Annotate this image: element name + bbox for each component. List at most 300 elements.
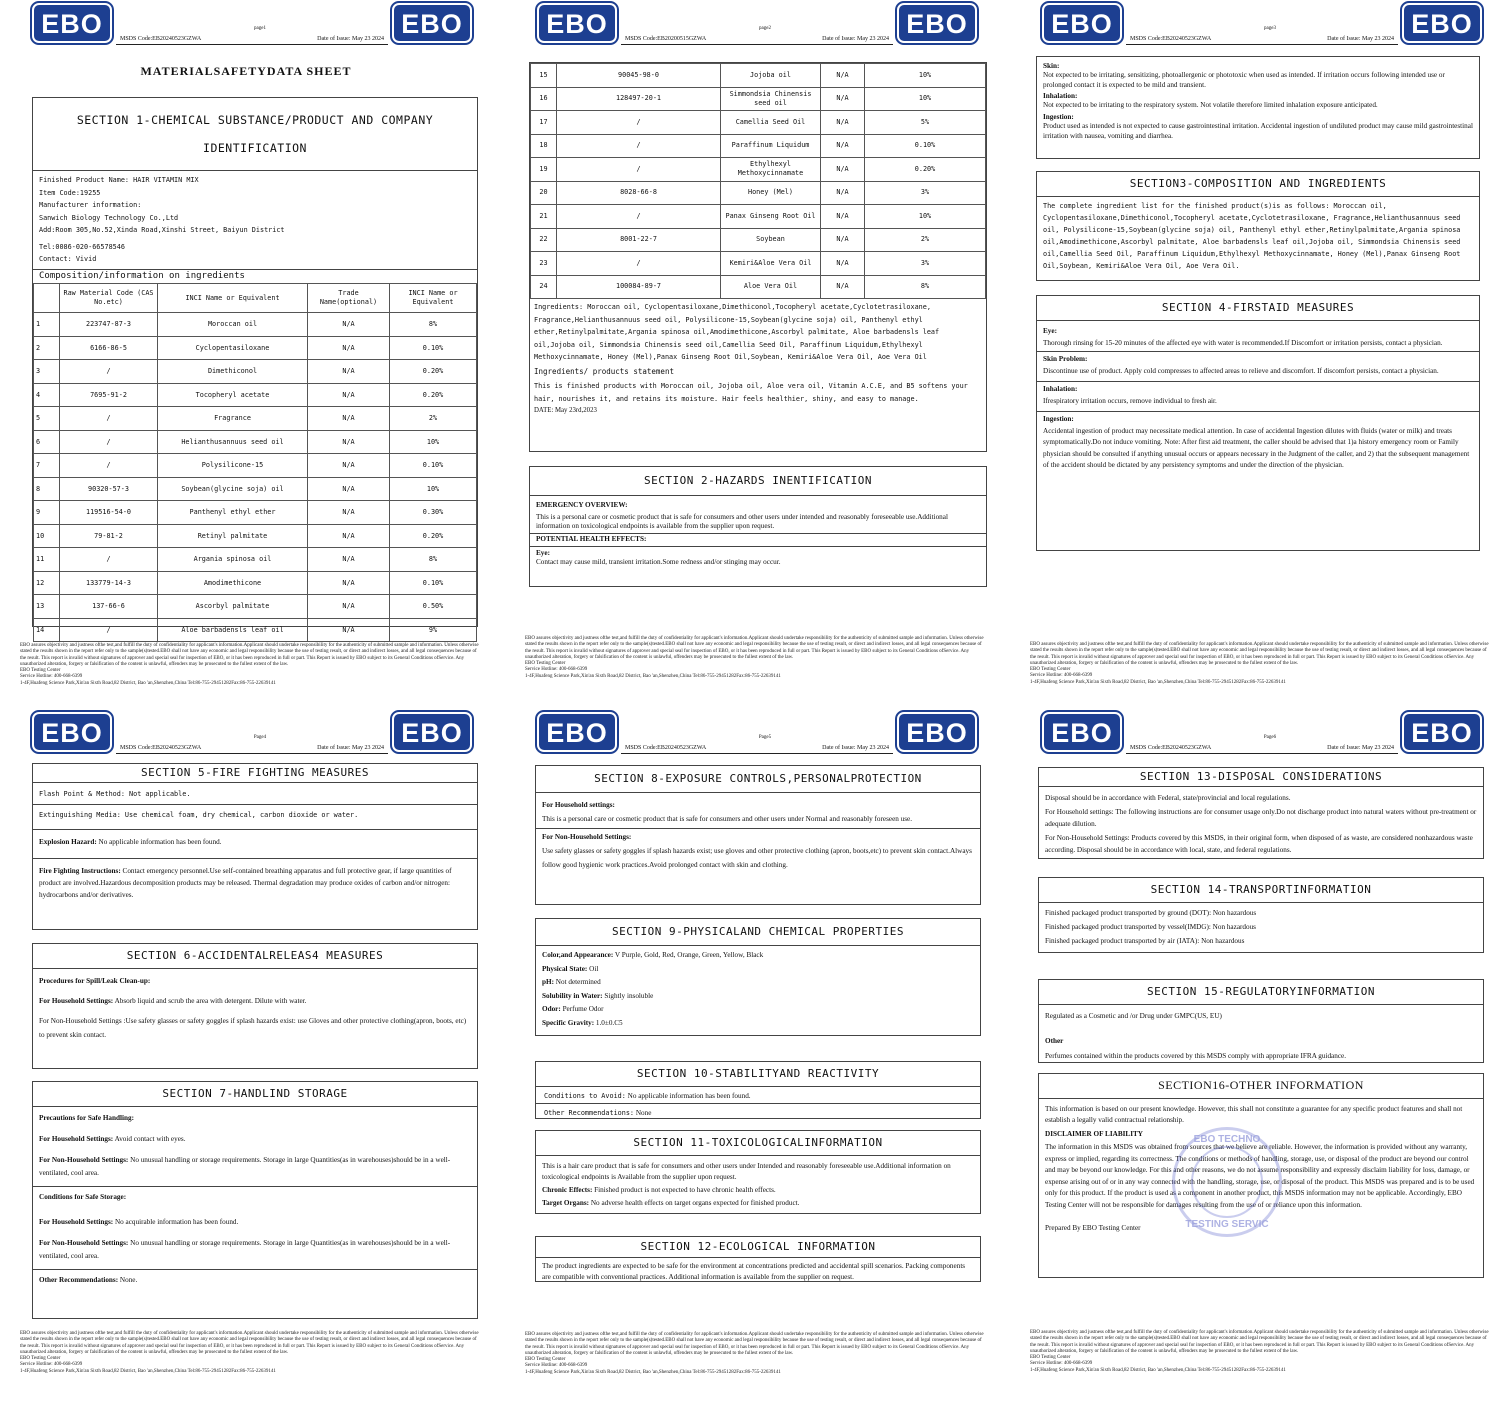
msds-code: MSDS Code:EB20240523GZWA — [1130, 36, 1212, 42]
table-cell: 79-81-2 — [60, 524, 158, 548]
table-cell: 133779-14-3 — [60, 571, 158, 595]
table-cell: 12 — [34, 571, 60, 595]
section-12 — [535, 1236, 981, 1282]
product-name: Finished Product Name: HAIR VITAMIN MIX — [39, 176, 199, 184]
issue-date: Date of Issue: May 23 2024 — [1327, 36, 1394, 42]
other-text: None — [635, 1109, 652, 1118]
non-household-text: Use safety glasses or safety goggles if splash hazards exist; use gloves and other protective clothing (apron, boots,etc) to prevent skin contact.Always follow good hygienic work practices.Avoid prolonged contact with skin and clothing. — [542, 847, 972, 870]
table-cell: / — [557, 252, 721, 276]
table-row — [531, 87, 986, 111]
other-text: Perfumes contained within the products covered by this MSDS comply with appropriate IFRA guidance. — [1045, 1052, 1347, 1061]
table-cell: 8% — [865, 275, 986, 299]
table-row — [531, 205, 986, 229]
table-cell: Camellia Seed Oil — [721, 111, 821, 135]
odor-value: Perfume Odor — [562, 1005, 604, 1014]
document-title: MATERIALSAFETYDATA SHEET — [140, 64, 352, 78]
section-title: SECTION 8-EXPOSURE CONTROLS,PERSONALPROTECTION — [536, 766, 980, 793]
table-cell: Retinyl palmitate — [158, 524, 308, 548]
page-5 — [505, 709, 997, 1409]
color-value: V Purple, Gold, Red, Orange, Green, Yellow, Black — [614, 951, 764, 960]
regulatory-text: Regulated as a Cosmetic and /or Drug under GMPC(US, EU) — [1045, 1012, 1222, 1021]
table-cell: Kemiri&Aloe Vera Oil — [721, 252, 821, 276]
ingredients-list: Ingredients: Moroccan oil, Cyclopentasiloxane,Dimethiconol,Tocopheryl acetate,Cyclotetrasiloxane, Fragrance,Helianthusannuus seed oil, Polysilicone-15,Soybean(glycine soja) oil, Panthenyl ethyl ether,Retinylpalmitate,Argania spinosa oil,Amodimethicone,Ascorbyl palmitate, Aloe barbadensls leaf oil,Jojoba oil, Simmondsia Chinensis seed oil,Camellia Seed Oil, Paraffinum Liquidum,Ethylhexyl Methoxycinnamate, Honey (Mel),Panax Ginseng Root Oil,Soybean, Kemiri&Aloe Vera Oil, Aoe Vera Oil — [534, 303, 940, 361]
footer-disclaimer: EBO assures objectivity and justness ofthe test,and fulfill the duty of confidentiality for applicant's information.Applicant should undertake responsibility for the authenticity of submitted sample and information. Unless otherwise stated the results shown in the report refer only to the sample(s)tested.EBO shall not have any economic and legal responsibility because the use of testing result, or direct and indirect losses, and all legal consequences because of the result. This report is invalid without signatures of approver and special seal for inspection of EBO, or it has been reproduced in full or part. This Report is issued by EBO subject to its General Conditions ofService. Any unauthorized alteration, forgery or falsification of the content is unlawful, offenders may be prosecuted to the fullest extent of the law. — [20, 643, 479, 667]
emergency-overview-text: This is a personal care or cosmetic product that is safe for consumers and other users under intended and reasonably foreseeable use.Additional information on toxicological endpoints is available from the supplier upon request. — [536, 512, 948, 531]
table-cell: N/A — [308, 571, 390, 595]
table-cell: 3 — [34, 360, 60, 384]
table-row — [34, 430, 477, 454]
table-cell: 6166-86-5 — [60, 336, 158, 360]
ingestion-label: Ingestion: — [1043, 112, 1074, 121]
table-cell: Polysilicone-15 — [158, 454, 308, 478]
disposal-household: For Household settings: The following instructions are for consumer usage only.Do not discharge product into natural waters without pre-treatment or adequate dilution. — [1045, 808, 1477, 829]
table-cell: / — [60, 360, 158, 384]
section-title: SECTION 12-ECOLOGICAL INFORMATION — [536, 1237, 980, 1258]
table-cell: N/A — [821, 205, 865, 229]
composition-text: The complete ingredient list for the finished product(s)is as follows: Moroccan oil, Cyclopentasiloxane,Dimethiconol,Tocopheryl acetate,Cyclotetrasiloxane, Fragrance,Helianthusannuus seed oil, Polysilicone-15,Soybean(glycine soja) oil, Panthenyl ethyl ether,Retinylpalmitate,Argania spinosa oil,Amodimethicone,Ascorbyl palmitate, Aloe barbadensls leaf oil,Jojoba oil, Simmondsia Chinensis seed oil,Camellia Seed Oil, Paraffinum Liquidum,Ethylhexyl Methoxycinnamate, Honey (Mel),Panax Ginseng Root Oil,Soybean, Kemiri&Aloe Vera Oil, Aoe Vera Oil. — [1043, 202, 1461, 271]
section-2 — [529, 466, 987, 587]
page-footer — [1030, 1330, 1490, 1374]
footer-address: 1-4F,Huafeng Science Park,Xin'an Sixth Road,82 District, Bao 'an,Shenzhen,China Tel:86-755-29451282Fax:86-755-22639141 — [20, 1368, 276, 1374]
non-household-text: For Non-Household Settings :Use safety glasses or safety goggles if splash hazards exist: use Gloves and other protective clothing(apron, boots, etc) to prevent skin contact. — [39, 1017, 467, 1040]
ebo-logo: EBO — [32, 3, 112, 43]
footer-address: 1-4F,Huafeng Science Park,Xin'an Sixth Road,82 District, Bao 'an,Shenzhen,China Tel:86-755-29451282Fax:86-755-22639141 — [525, 673, 781, 679]
page-footer — [1030, 642, 1490, 686]
color-label: Color,and Appearance: — [542, 951, 614, 960]
table-cell: 16 — [531, 87, 557, 111]
table-cell: 17 — [531, 111, 557, 135]
page-2 — [505, 0, 997, 700]
issue-date: Date of Issue: May 23 2024 — [317, 745, 384, 751]
emergency-overview-label: EMERGENCY OVERVIEW: — [536, 501, 628, 510]
table-row — [34, 360, 477, 384]
table-cell: N/A — [308, 548, 390, 572]
page-6 — [1010, 709, 1500, 1409]
section-title: SECTION 14-TRANSPORTINFORMATION — [1039, 878, 1483, 903]
table-cell: 137-66-6 — [60, 595, 158, 619]
page-header — [621, 36, 893, 45]
table-cell: / — [60, 430, 158, 454]
table-cell: N/A — [821, 134, 865, 158]
ebo-logo: EBO — [537, 3, 617, 43]
table-cell: 14 — [34, 618, 60, 642]
explosion-label: Explosion Hazard: — [39, 838, 97, 847]
eye-text: Contact may cause mild, transient irritation.Some redness and/or stinging may occur. — [536, 558, 781, 567]
table-cell: N/A — [308, 313, 390, 337]
table-cell: 7 — [34, 454, 60, 478]
table-cell: N/A — [308, 524, 390, 548]
page-header — [621, 745, 893, 754]
msds-code: MSDS Code:EB20200515GZWA — [625, 36, 707, 42]
table-cell: 18 — [531, 134, 557, 158]
ebo-logo: EBO — [1402, 712, 1482, 752]
section-5 — [32, 763, 478, 930]
other-label: Other Recommendations: — [544, 1109, 635, 1118]
inhalation-label: Inhalation: — [1043, 385, 1078, 394]
eye-label: Eye: — [536, 548, 550, 557]
table-cell: / — [557, 134, 721, 158]
ebo-logo: EBO — [32, 712, 112, 752]
table-cell: Aloe Vera Oil — [721, 275, 821, 299]
fire-instructions-label: Fire Fighting Instructions: — [39, 867, 121, 876]
page-number: Page6 — [1263, 735, 1277, 740]
table-cell: Ethylhexyl Methoxycinnamate — [721, 158, 821, 182]
table-cell: 11 — [34, 548, 60, 572]
table-cell: 100084-89-7 — [557, 275, 721, 299]
table-cell: 8028-66-8 — [557, 181, 721, 205]
section-title: SECTION16-OTHER INFORMATION — [1039, 1074, 1483, 1099]
table-cell: 0.10% — [390, 571, 477, 595]
table-row — [34, 618, 477, 642]
table-cell: / — [60, 407, 158, 431]
footer-disclaimer: EBO assures objectivity and justness ofthe test,and fulfill the duty of confidentiality for applicant's information.Applicant should undertake responsibility for the authenticity of submitted sample and information. Unless otherwise stated the results shown in the report refer only to the sample(s)tested.EBO shall not have any economic and legal responsibility because the use of testing result, or direct and indirect losses, and all legal consequences because of the result. This report is invalid without signatures of approver and special seal for inspection of EBO, or it has been reproduced in full or part. This Report is issued by EBO subject to its General Conditions ofService. Any unauthorized alteration, forgery or falsification of the content is unlawful, offenders may be prosecuted to the fullest extent of the law. — [20, 1331, 479, 1355]
table-cell: N/A — [308, 454, 390, 478]
table-cell: N/A — [308, 407, 390, 431]
transport-air: Finished packaged product transported by air (IATA): Non hazardous — [1045, 937, 1245, 946]
ingredients-continued — [529, 62, 987, 452]
table-row — [531, 158, 986, 182]
table-cell: N/A — [308, 336, 390, 360]
contact: Contact: Vivid — [39, 255, 97, 263]
eye-label: Eye: — [1043, 327, 1057, 336]
transport-ground: Finished packaged product transported by ground (DOT): Non hazardous — [1045, 909, 1257, 918]
table-cell: Panax Ginseng Root Oil — [721, 205, 821, 229]
table-cell: 9 — [34, 501, 60, 525]
ebo-logo: EBO — [537, 712, 617, 752]
target-label: Target Organs: — [542, 1199, 590, 1208]
section-4 — [1036, 295, 1480, 551]
statement-date: DATE: May 23rd,2023 — [534, 407, 597, 414]
footer-center: EBO Testing Center — [20, 668, 61, 673]
table-cell: Soybean(glycine soja) oil — [158, 477, 308, 501]
footer-address: 1-4F,Huafeng Science Park,Xin'an Sixth Road,82 District, Bao 'an,Shenzhen,China Tel:86-755-29451282Fax:86-755-22639141 — [20, 680, 276, 686]
table-cell: N/A — [308, 360, 390, 384]
col-cas: Raw Material Code (CAS No.etc) — [60, 284, 158, 313]
footer-center: EBO Testing Center — [1030, 1355, 1071, 1360]
prepared-by: Prepared By EBO Testing Center — [1045, 1224, 1141, 1233]
ebo-seal-stamp — [1172, 1127, 1282, 1237]
toxicology-text: This is a hair care product that is safe for consumers and other users under Intended and reasonably foreseeable use.Additional information on toxicological endpoints is Available from the supplier upon request. — [542, 1162, 951, 1182]
page-header — [116, 745, 388, 754]
non-household-label: For Non-Household Settings: — [39, 1156, 129, 1165]
table-row — [34, 454, 477, 478]
table-row — [531, 111, 986, 135]
table-cell: / — [557, 158, 721, 182]
disclaimer-text: The information in this MSDS was obtained from sources that we believe are reliable. However, the information is provided without any warranty, express or implied, regarding its correctness. The conditions or methods of handling, storage, use, or disposal of the product are beyond our control and may be beyond our knowledge. For this and other reasons, we do not assume responsibility and expressly disclaim liability for loss, damage, or expense arising out of or in any way connected with the handling, storage, use, or disposal of the product. This MSDS was prepared and is to be used only for this product. If the product is used as a component in another product, this MSDS information may not be applicable. Accordingly, EBO Testing Center will not be responsible for damages resulting from the use of or reliance upon this information. — [1045, 1143, 1475, 1209]
issue-date: Date of Issue: May 23 2024 — [317, 36, 384, 42]
table-cell: 3% — [865, 252, 986, 276]
table-cell: N/A — [308, 595, 390, 619]
footer-address: 1-4F,Huafeng Science Park,Xin'an Sixth Road,82 District, Bao 'an,Shenzhen,China Tel:86-755-29451282Fax:86-755-22639141 — [1030, 679, 1286, 685]
table-cell: Dimethiconol — [158, 360, 308, 384]
section-9 — [535, 918, 981, 1036]
table-row — [531, 275, 986, 299]
table-cell: 10% — [865, 87, 986, 111]
precautions-label: Precautions for Safe Handling: — [39, 1114, 134, 1123]
section-3 — [1036, 171, 1480, 281]
household-label: For Household Settings: — [39, 1218, 114, 1227]
skin-text: Not expected to be irritating, sensitizing, photoallergenic or phototoxic when used as intended. If irritation occurs following intended use or prolonged contact it is expected to be mild and transient. — [1043, 71, 1445, 89]
fire-instructions-text: Contact emergency personnel.Use self-contained breathing apparatus and full protective gear, if large quantities of product are involved.Hazardous decomposition products may be released. Thermal degradation may produce oxides of carbon and/or nitrogen: hydrocarbons and/or derivatives. — [39, 867, 452, 900]
table-cell: 10% — [865, 64, 986, 88]
section-title: SECTION 1-CHEMICAL SUBSTANCE/PRODUCT AND COMPANY IDENTIFICATION — [33, 98, 477, 171]
statement-heading: Ingredients/ products statement — [534, 366, 674, 376]
section-title: SECTION 10-STABILITYAND REACTIVITY — [536, 1062, 980, 1087]
table-cell: 0.20% — [865, 158, 986, 182]
table-cell: 21 — [531, 205, 557, 229]
section-13 — [1038, 767, 1484, 859]
table-cell: N/A — [821, 275, 865, 299]
table-row — [531, 228, 986, 252]
section-title: SECTION 11-TOXICOLOGICALINFORMATION — [536, 1131, 980, 1156]
conditions-label: Conditions for Safe Storage: — [39, 1193, 127, 1202]
table-cell: Paraffinum Liquidum — [721, 134, 821, 158]
ingestion-label: Ingestion: — [1043, 415, 1074, 424]
table-cell: Aloe barbadensls leaf oil — [158, 618, 308, 642]
table-cell: Amodimethicone — [158, 571, 308, 595]
table-cell: / — [557, 111, 721, 135]
table-cell: / — [60, 454, 158, 478]
non-household-text: No unusual handling or storage requirements. Storage in large Quantities(as in warehouses)should be in a well-ventilated, cool area. — [39, 1156, 451, 1178]
page-1 — [0, 0, 492, 700]
conditions-text: No applicable information has been found. — [627, 1092, 751, 1101]
section-15 — [1038, 979, 1484, 1063]
table-cell: 0.20% — [390, 383, 477, 407]
col-inci: INCI Name or Equivalent — [158, 284, 308, 313]
footer-hotline: Service Hotline: 400-668-6399 — [525, 667, 588, 673]
table-cell: N/A — [821, 158, 865, 182]
table-cell: Tocopheryl acetate — [158, 383, 308, 407]
household-text: Avoid contact with eyes. — [114, 1135, 186, 1144]
ebo-logo: EBO — [1402, 3, 1482, 43]
table-cell: 0.50% — [390, 595, 477, 619]
target-text: No adverse health effects on target organs expected for finished product. — [590, 1199, 800, 1208]
table-cell: N/A — [308, 383, 390, 407]
footer-hotline: Service Hotline: 400-668-6399 — [525, 1363, 588, 1369]
msds-code: MSDS Code:EB20240523GZWA — [120, 36, 202, 42]
household-label: For Household settings: — [542, 801, 615, 810]
eye-text: Thorough rinsing for 15-20 minutes of the affected eye with water is recommended.If Discomfort or irritation persists, contact a physician. — [1043, 338, 1443, 347]
issue-date: Date of Issue: May 23 2024 — [1327, 745, 1394, 751]
section-title: SECTION3-COMPOSITION AND INGREDIENTS — [1037, 172, 1479, 197]
table-row — [531, 181, 986, 205]
footer-address: 1-4F,Huafeng Science Park,Xin'an Sixth Road,82 District, Bao 'an,Shenzhen,China Tel:86-755-29451282Fax:86-755-22639141 — [525, 1369, 781, 1375]
page-footer — [20, 1331, 480, 1375]
item-code: Item Code:19255 — [39, 188, 101, 197]
section-8 — [535, 765, 981, 905]
table-cell: Moroccan oil — [158, 313, 308, 337]
table-cell: 8% — [390, 313, 477, 337]
page-number: page3 — [1264, 26, 1276, 31]
solubility-label: Solubility in Water: — [542, 991, 603, 1000]
footer-center: EBO Testing Center — [525, 1357, 566, 1362]
ebo-logo: EBO — [1042, 712, 1122, 752]
page-header — [1126, 36, 1398, 45]
other-label: Other Recommendations: — [39, 1276, 119, 1285]
chronic-label: Chronic Effects: — [542, 1186, 593, 1195]
disposal-non-household: For Non-Household Settings: Products covered by this MSDS, in their original form, when disposed of as waste, are considered nonhazardous waste according. Disposal should be in accordance with local, state, and federal regulations. — [1045, 834, 1473, 855]
other-text: None. — [119, 1276, 138, 1285]
table-cell: / — [60, 548, 158, 572]
table-cell: N/A — [821, 111, 865, 135]
skin-problem-text: Discontinue use of product. Apply cold compresses to affected areas to relieve and discomfort. If discomfort persists, contact a physician. — [1043, 366, 1439, 375]
section-11 — [535, 1130, 981, 1214]
table-cell: 4 — [34, 383, 60, 407]
ebo-logo: EBO — [897, 3, 977, 43]
other-label: Other — [1045, 1037, 1064, 1046]
inhalation-label: Inhalation: — [1043, 92, 1078, 101]
table-cell: N/A — [821, 252, 865, 276]
manufacturer-label: Manufacturer information: — [39, 201, 142, 209]
table-cell: 23 — [531, 252, 557, 276]
table-cell: 19 — [531, 158, 557, 182]
table-cell: 0.10% — [865, 134, 986, 158]
table-cell: 10% — [390, 430, 477, 454]
section-title: SECTION 9-PHYSICALAND CHEMICAL PROPERTIES — [536, 919, 980, 946]
table-cell: 8001-22-7 — [557, 228, 721, 252]
table-cell: 13 — [34, 595, 60, 619]
table-cell: N/A — [308, 477, 390, 501]
table-cell: 1 — [34, 313, 60, 337]
table-cell: 10 — [34, 524, 60, 548]
table-cell: Honey (Mel) — [721, 181, 821, 205]
table-cell: N/A — [308, 618, 390, 642]
ecological-text: The product ingredients are expected to be safe for the environment at concentrations predicted and accidental spill scenarios. Packing components are compatible with conventional practices. Additional information is available from the supplier on request. — [542, 1262, 966, 1282]
table-cell: Argania spinosa oil — [158, 548, 308, 572]
company-name: Sanwich Biology Technology Co.,Ltd — [39, 213, 179, 222]
household-text: No acquirable information has been found. — [114, 1218, 239, 1227]
table-cell: 22 — [531, 228, 557, 252]
table-row — [34, 407, 477, 431]
stamp-bottom-text: TESTING SERVIC — [1185, 1219, 1269, 1230]
ph-value: Not determined — [555, 978, 601, 987]
section-10 — [535, 1061, 981, 1119]
table-cell: Ascorbyl palmitate — [158, 595, 308, 619]
col-trade: Trade Name(optional) — [308, 284, 390, 313]
footer-center: EBO Testing Center — [1030, 667, 1071, 672]
table-cell: 90045-98-0 — [557, 64, 721, 88]
table-cell: 24 — [531, 275, 557, 299]
ebo-logo: EBO — [897, 712, 977, 752]
chronic-text: Finished product is not expected to have chronic health effects. — [594, 1186, 776, 1195]
footer-hotline: Service Hotline: 400-668-6399 — [20, 674, 83, 680]
section-title: SECTION 5-FIRE FIGHTING MEASURES — [33, 764, 477, 783]
disposal-text: Disposal should be in accordance with Federal, state/provincial and local regulations. — [1045, 794, 1291, 803]
flash-point: Flash Point & Method: Not applicable. — [39, 790, 191, 799]
gravity-label: Specific Gravity: — [542, 1018, 595, 1027]
table-cell: / — [557, 205, 721, 229]
msds-code: MSDS Code:EB20240523GZWA — [1130, 745, 1212, 751]
extinguishing-media: Extinguishing Media: Use chemical foam, dry chemical, carbon dioxide or water. — [33, 804, 477, 825]
explosion-text: No applicable information has been found. — [98, 838, 222, 847]
ph-label: pH: — [542, 978, 554, 987]
health-effects-label: POTENTIAL HEALTH EFFECTS: — [536, 535, 647, 544]
section-6 — [32, 943, 478, 1069]
page-4 — [0, 709, 492, 1409]
footer-hotline: Service Hotline: 400-668-6399 — [1030, 1361, 1093, 1367]
table-cell: 0.10% — [390, 336, 477, 360]
company-address: Add:Room 305,No.52,Xinda Road,Xinshi Street, Baiyun District — [39, 226, 285, 234]
table-cell: 15 — [531, 64, 557, 88]
table-row — [531, 252, 986, 276]
table-row — [34, 383, 477, 407]
section-title: SECTION 7-HANDLIND STORAGE — [33, 1082, 477, 1107]
table-cell: 119516-54-0 — [60, 501, 158, 525]
table-cell: / — [60, 618, 158, 642]
section-title: SECTION 15-REGULATORYINFORMATION — [1039, 980, 1483, 1005]
health-effects-continued — [1036, 56, 1480, 159]
page-header — [116, 36, 388, 45]
transport-vessel: Finished packaged product transported by vessel(IMDG): Non hazardous — [1045, 923, 1256, 932]
ebo-logo: EBO — [392, 712, 472, 752]
table-cell: 6 — [34, 430, 60, 454]
table-cell: 0.20% — [390, 360, 477, 384]
table-cell: 0.10% — [390, 454, 477, 478]
table-cell: 7695-91-2 — [60, 383, 158, 407]
table-cell: 3% — [865, 181, 986, 205]
table-cell: 0.30% — [390, 501, 477, 525]
msds-code: MSDS Code:EB20240523GZWA — [120, 745, 202, 751]
ingredients-table-continued — [530, 63, 986, 299]
table-cell: 10% — [390, 477, 477, 501]
table-row — [531, 64, 986, 88]
table-cell: 5% — [865, 111, 986, 135]
page-footer — [525, 1332, 985, 1376]
footer-disclaimer: EBO assures objectivity and justness ofthe test,and fulfill the duty of confidentiality for applicant's information.Applicant should undertake responsibility for the authenticity of submitted sample and information. Unless otherwise stated the results shown in the report refer only to the sample(s)tested.EBO shall not have any economic and legal responsibility because the use of testing result, or direct and indirect losses, and all legal consequences because of the result. This report is invalid without signatures of approver and special seal for inspection of EBO, or it has been reproduced in full or part. This Report is issued by EBO subject to its General Conditions ofService. Any unauthorized alteration, forgery or falsification of the content is unlawful, offenders may be prosecuted to the fullest extent of the law. — [525, 636, 984, 660]
section-title: SECTION 4-FIRSTAID MEASURES — [1037, 296, 1479, 321]
table-cell: 90320-57-3 — [60, 477, 158, 501]
inhalation-text: Ifrespiratory irritation occurs, remove individual to fresh air. — [1043, 396, 1217, 405]
table-cell: Helianthusannuus seed oil — [158, 430, 308, 454]
footer-disclaimer: EBO assures objectivity and justness ofthe test,and fulfill the duty of confidentiality for applicant's information.Applicant should undertake responsibility for the authenticity of submitted sample and information. Unless otherwise stated the results shown in the report refer only to the sample(s)tested.EBO shall not have any economic and legal responsibility because the use of testing result, or direct and indirect losses, and all legal consequences because of the result. This report is invalid without signatures of approver and special seal for inspection of EBO, or it has been reproduced in full or part. This Report is issued by EBO subject to its General Conditions ofService. Any unauthorized alteration, forgery or falsification of the content is unlawful, offenders may be prosecuted to the fullest extent of the law. — [1030, 642, 1489, 666]
table-cell: 8 — [34, 477, 60, 501]
ingestion-text: Accidental ingestion of product may necessitate medical attention. In case of accidental Ingestion dilutes with fluids (water or milk) and treats symptomatically.Do not induce vomiting. Note: After first aid treatment, the caller should be advised that 1)a history emergency room or Family physician should be consulted if anything unusual occurs or appears necessary in the Judgment of the caller, and 2) that the subsequent management of the accident should be dictated by any persistency symptoms and under the direction of the physician. — [1043, 426, 1470, 470]
table-cell: Fragrance — [158, 407, 308, 431]
table-cell: 8% — [390, 548, 477, 572]
page-footer — [525, 636, 985, 680]
table-cell: Soybean — [721, 228, 821, 252]
conditions-label: Conditions to Avoid: — [544, 1092, 626, 1101]
table-row — [34, 313, 477, 337]
table-cell: N/A — [821, 64, 865, 88]
table-row — [34, 501, 477, 525]
table-cell: N/A — [821, 87, 865, 111]
statement-text: This is finished products with Moroccan oil, Jojoba oil, Aloe vera oil, Vitamin A.C.E, and B5 softens your hair, nourishes it, and retains its moisture. Hair feels healthier, shiny, and easy to manage. — [534, 382, 968, 403]
table-cell: 10% — [865, 205, 986, 229]
section-1 — [32, 97, 478, 634]
table-row — [34, 477, 477, 501]
table-cell: Simmondsia Chinensis seed oil — [721, 87, 821, 111]
table-cell: 2% — [865, 228, 986, 252]
physical-state-label: Physical State: — [542, 964, 588, 973]
col-no — [34, 284, 60, 313]
table-row — [34, 548, 477, 572]
table-cell: 128497-20-1 — [557, 87, 721, 111]
section-title: SECTION 13-DISPOSAL CONSIDERATIONS — [1039, 768, 1483, 787]
inhalation-text: Not expected to be irritating to the respiratory system. Not volatile therefore limited inhalation exposure anticipated. — [1043, 101, 1378, 110]
table-row — [34, 571, 477, 595]
table-cell: 223747-87-3 — [60, 313, 158, 337]
table-cell: 20 — [531, 181, 557, 205]
table-cell: N/A — [308, 501, 390, 525]
composition-heading: Composition/information on ingredients — [33, 269, 477, 284]
odor-label: Odor: — [542, 1005, 561, 1014]
table-cell: Cyclopentasiloxane — [158, 336, 308, 360]
section-14 — [1038, 877, 1484, 953]
table-cell: Jojoba oil — [721, 64, 821, 88]
footer-hotline: Service Hotline: 400-668-6399 — [20, 1362, 83, 1368]
skin-label: Skin: — [1043, 62, 1060, 70]
